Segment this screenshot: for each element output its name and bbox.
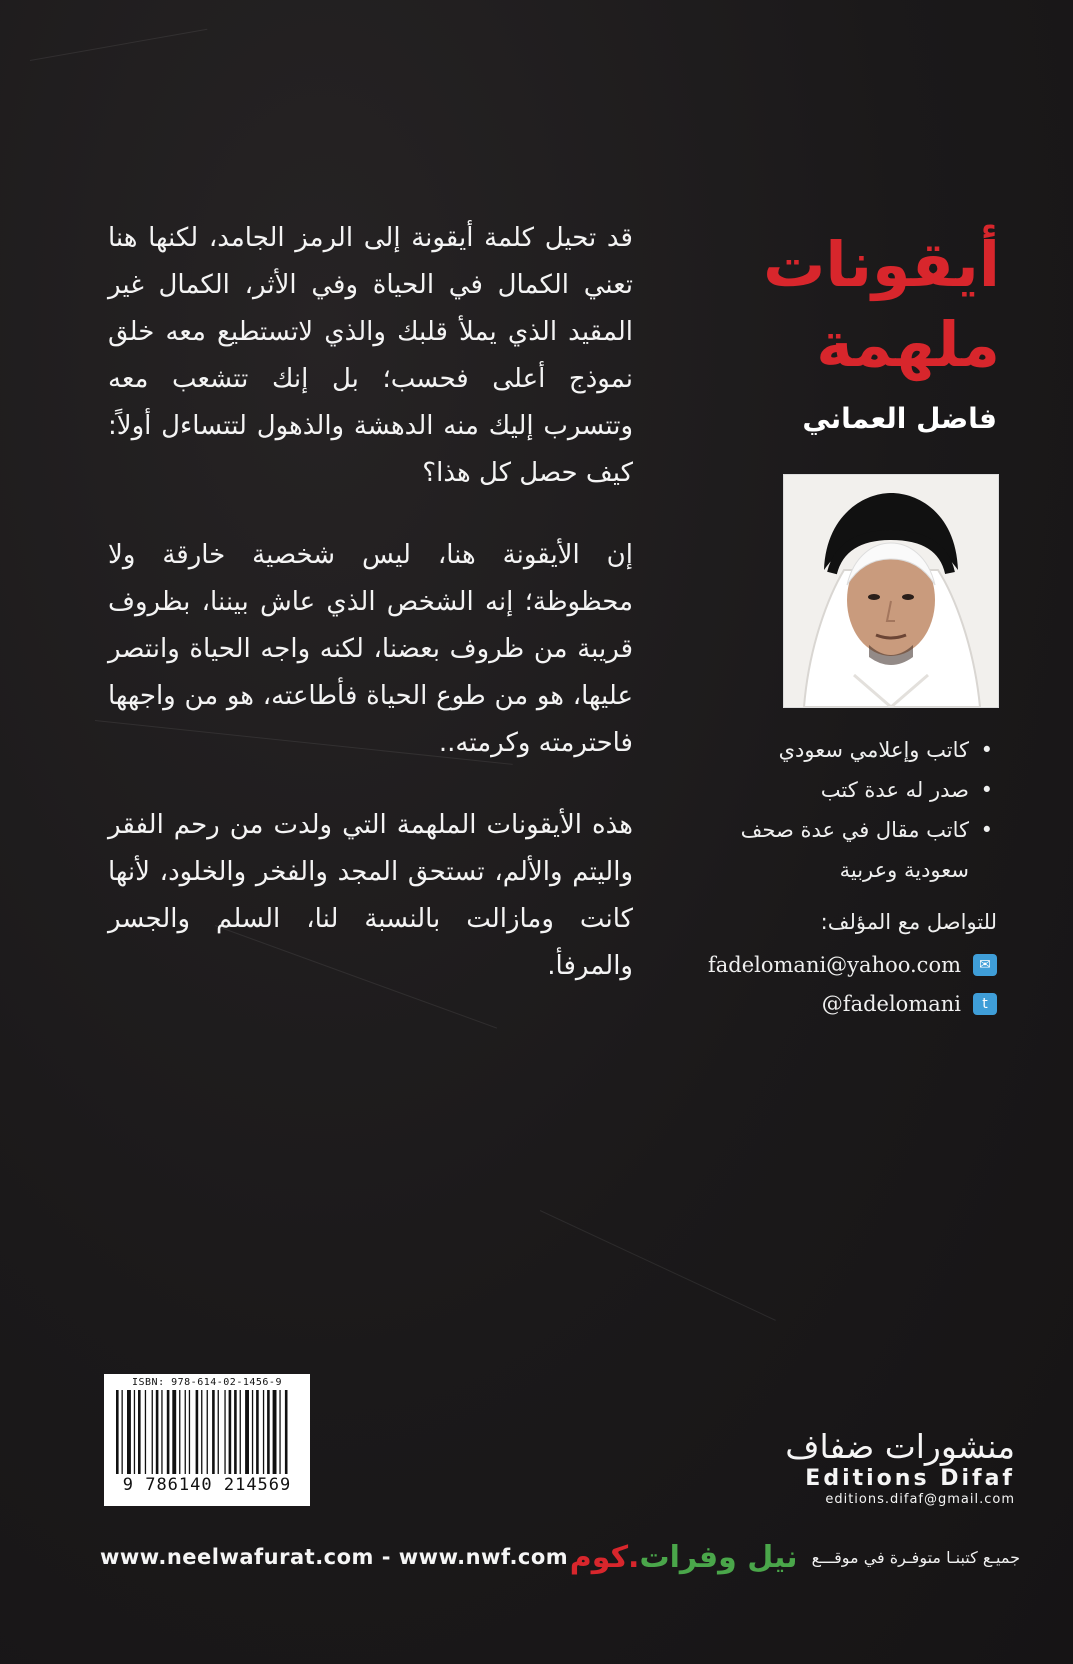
publisher-name-en: Editions Difaf xyxy=(805,1466,1015,1491)
envelope-icon: ✉ xyxy=(973,954,997,976)
blurb-paragraph-3: هذه الأيقونات الملهمة التي ولدت من رحم الفقر واليتم والألم، تستحق المجد والفخر والخلود، لأنها كانت ومازالت بالنسبة لنا، السلم والجسر والمرفأ. xyxy=(108,810,633,981)
author-name: فاضل العماني xyxy=(802,402,997,435)
footer-websites[interactable]: www.neelwafurat.com - www.nwf.com xyxy=(100,1545,569,1569)
isbn-number: ISBN: 978-614-02-1456-9 xyxy=(132,1377,282,1388)
publisher-logo xyxy=(785,1428,1015,1508)
author-email[interactable]: fadelomani@yahoo.com xyxy=(707,953,961,977)
bio-item: • صدر له عدة كتب xyxy=(697,770,997,810)
store-brand-name: نيل وفرات xyxy=(639,1539,798,1575)
blurb-paragraph-1: قد تحيل كلمة أيقونة إلى الرمز الجامد، لكنها هنا تعني الكمال في الحياة وفي الأثر، الكمال غير المقيد الذي يملأ قلبك والذي لاتستطيع معه خلق نموذج أعلى فحسب؛ بل إنك تتشعب معه وتتسرب إليك منه الدهشة والذهول لتتساءل أولاً: كيف حصل كل هذا؟ xyxy=(108,223,633,488)
footer-bar xyxy=(100,1540,1020,1574)
publisher-name-ar: منشورات ضفاف xyxy=(785,1427,1015,1466)
store-brand xyxy=(570,1540,798,1575)
blurb-paragraph-2: إن الأيقونة هنا، ليس شخصية خارقة ولا محظوظة؛ إنه الشخص الذي عاش بيننا، بظروف قريبة من ظروف بعضنا، لكنه واجه الحياة وانتصر عليها، هو من طوع الحياة فأطاعته، هو من واجهها فاحترمته وكرمته.. xyxy=(108,540,633,758)
bio-item: • كاتب وإعلامي سعودي xyxy=(697,730,997,770)
book-title-line-2: ملهمة xyxy=(816,308,1000,381)
store-brand-suffix: .كوم xyxy=(569,1539,640,1575)
book-title xyxy=(700,225,1000,385)
author-portrait-illustration xyxy=(784,475,998,707)
isbn-barcode xyxy=(104,1374,310,1506)
author-twitter[interactable]: @fadelomani xyxy=(821,992,961,1016)
store-promo xyxy=(570,1540,1020,1575)
author-bio-list xyxy=(697,730,997,890)
publisher-email: editions.difaf@gmail.com xyxy=(825,1492,1015,1507)
twitter-icon: t xyxy=(973,993,997,1015)
bio-item: • كاتب مقال في عدة صحف سعودية وعربية xyxy=(697,810,997,890)
contact-twitter-row[interactable] xyxy=(822,989,997,1019)
author-photo xyxy=(783,474,999,708)
ean-number: 9 786140 214569 xyxy=(122,1475,292,1495)
barcode-bars xyxy=(112,1390,302,1474)
contact-label: للتواصل مع المؤلف: xyxy=(820,910,997,934)
book-title-line-1: أيقونات xyxy=(763,228,1000,301)
blurb xyxy=(108,215,633,1025)
store-note: جميـع كتبنـا متوفـرة في موقـــع xyxy=(811,1547,1020,1567)
contact-email-row[interactable] xyxy=(708,950,997,980)
